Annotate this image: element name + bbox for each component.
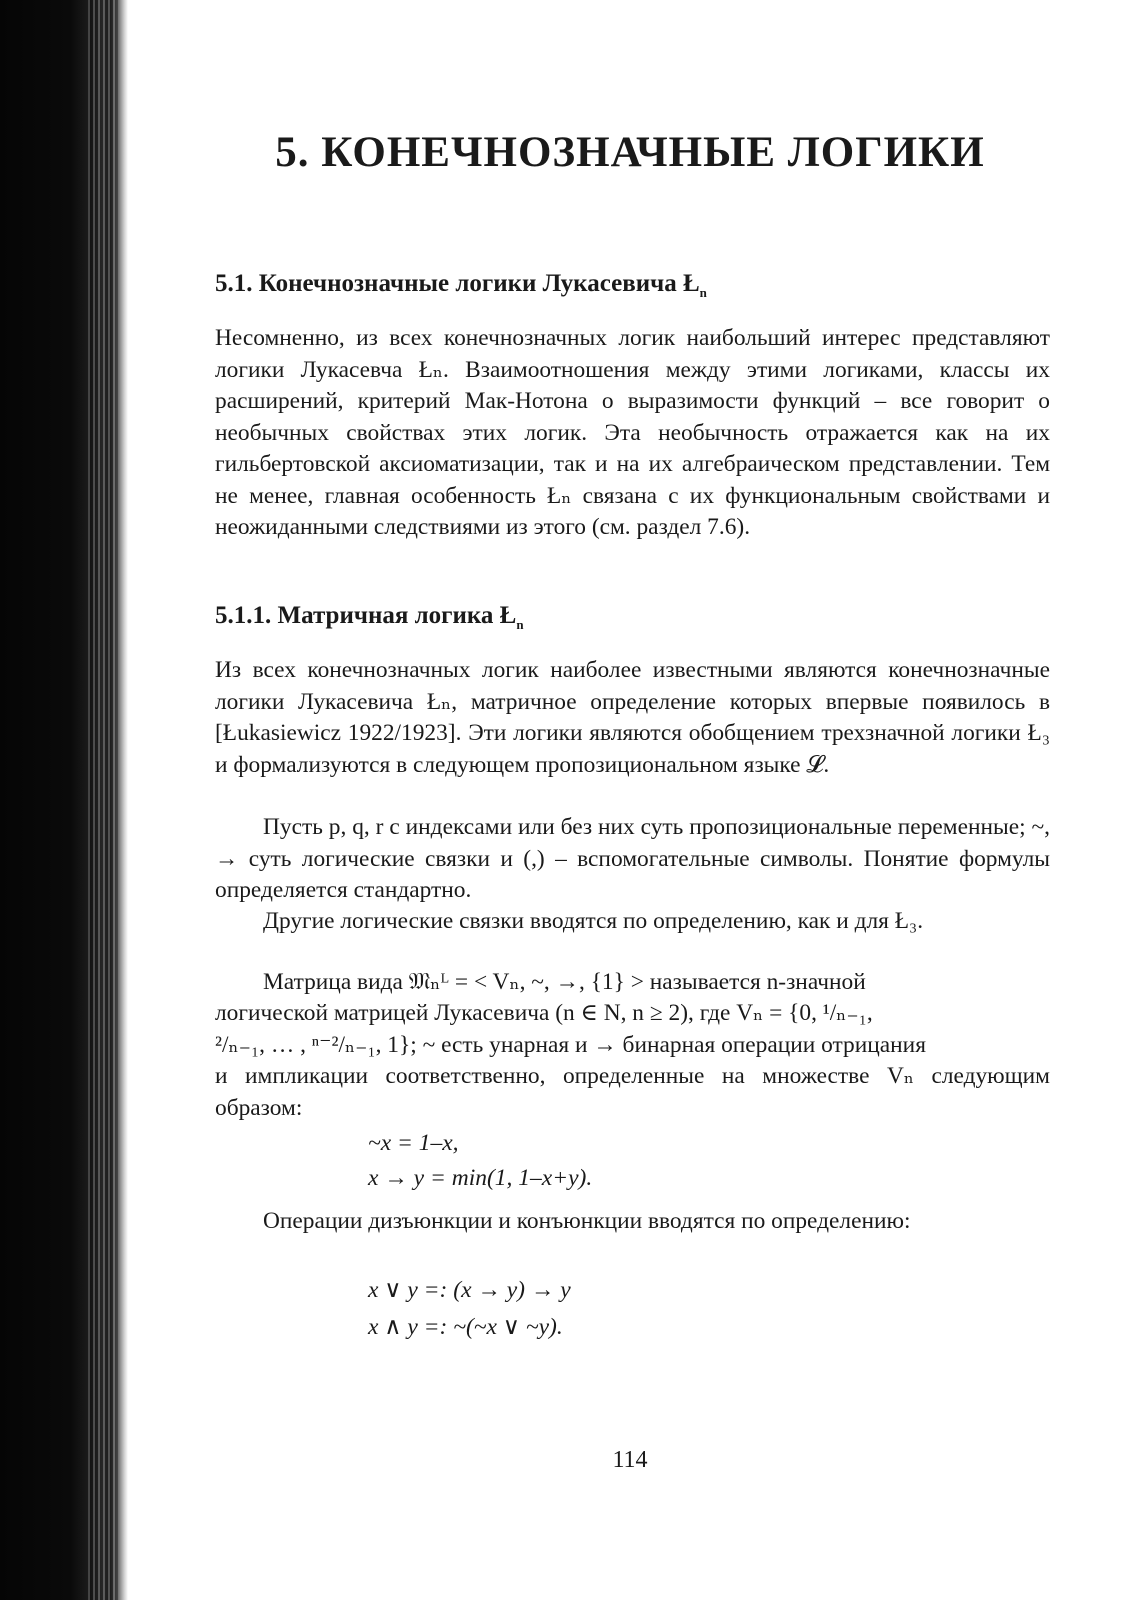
section-title <box>215 270 707 301</box>
formula-disjunction: x ∨ y =: (x → y) → y <box>368 1277 571 1303</box>
paragraph-matrix-logic: Из всех конечнозначных логик наиболее известными являются конечнозначные логики Лукасевича Łₙ, матричное определение которых впервые появилось в [Łukasiewicz 1922/1923]. Эти логики являются обобщением трехзначной логики Ł₃ и формализуются в следующем пропозициональном языке 𝓛. <box>215 657 1050 778</box>
formula-conjunction: x ∧ y =: ~(~x ∨ ~y). <box>368 1314 563 1340</box>
matrix-definition-line-3: ²/ₙ₋₁, … , ⁿ⁻²/ₙ₋₁, 1}; ~ есть унарная и → бинарная операции отрицания <box>215 1032 926 1058</box>
subsection-title <box>215 602 524 633</box>
paragraph-other-connectives: Другие логические связки вводятся по определению, как и для Ł₃. <box>263 908 924 934</box>
page-number: 114 <box>612 1447 648 1473</box>
formula-implication: x → y = min(1, 1–x+y). <box>368 1165 593 1191</box>
chapter-title: 5. КОНЕЧНОЗНАЧНЫЕ ЛОГИКИ <box>275 129 985 176</box>
matrix-definition-line-1: Матрица вида 𝔐ₙᴸ = < Vₙ, ~, →, {1} > называется n-значной <box>263 969 866 995</box>
book-binding-shadow <box>0 0 128 1600</box>
subsection-title-text: 5.1.1. Матричная логика Ł <box>215 602 517 629</box>
matrix-definition-line-2: логической матрицей Лукасевича (n ∈ N, n ≥ 2), где Vₙ = {0, ¹/ₙ₋₁, <box>215 1000 873 1026</box>
paragraph-disjunction-conjunction: Операции дизъюнкции и конъюнкции вводятся по определению: <box>263 1208 911 1234</box>
paragraph-variables: Пусть p, q, r с индексами или без них суть пропозициональные переменные; ~, → суть логические связки и (,) – вспомогательные символы. Понятие формулы определяется стандартно. <box>215 814 1050 903</box>
section-title-subscript: n <box>699 285 707 300</box>
paragraph-implication-definition: и импликации соответственно, определенные на множестве Vₙ следующим образом: <box>215 1063 1050 1121</box>
paragraph-intro: Несомненно, из всех конечнозначных логик наибольший интерес представляют логики Лукасевча Łₙ. Взаимоотношения между этими логиками, классы их расширений, критерий Мак-Нотона о выразимости функций – все говорит о необычных свойствах этих логик. Эта необычность отражается как на их гильбертовской аксиоматизации, так и на их алгебраическом представлении. Тем не менее, главная особенность Łₙ связана с их функциональным свойствами и неожиданными следствиями из этого (см. раздел 7.6). <box>215 325 1050 540</box>
formula-negation: ~x = 1–x, <box>368 1130 459 1156</box>
section-title-text: 5.1. Конечнозначные логики Лукасевича Ł <box>215 270 700 297</box>
subsection-title-subscript: n <box>516 617 524 632</box>
